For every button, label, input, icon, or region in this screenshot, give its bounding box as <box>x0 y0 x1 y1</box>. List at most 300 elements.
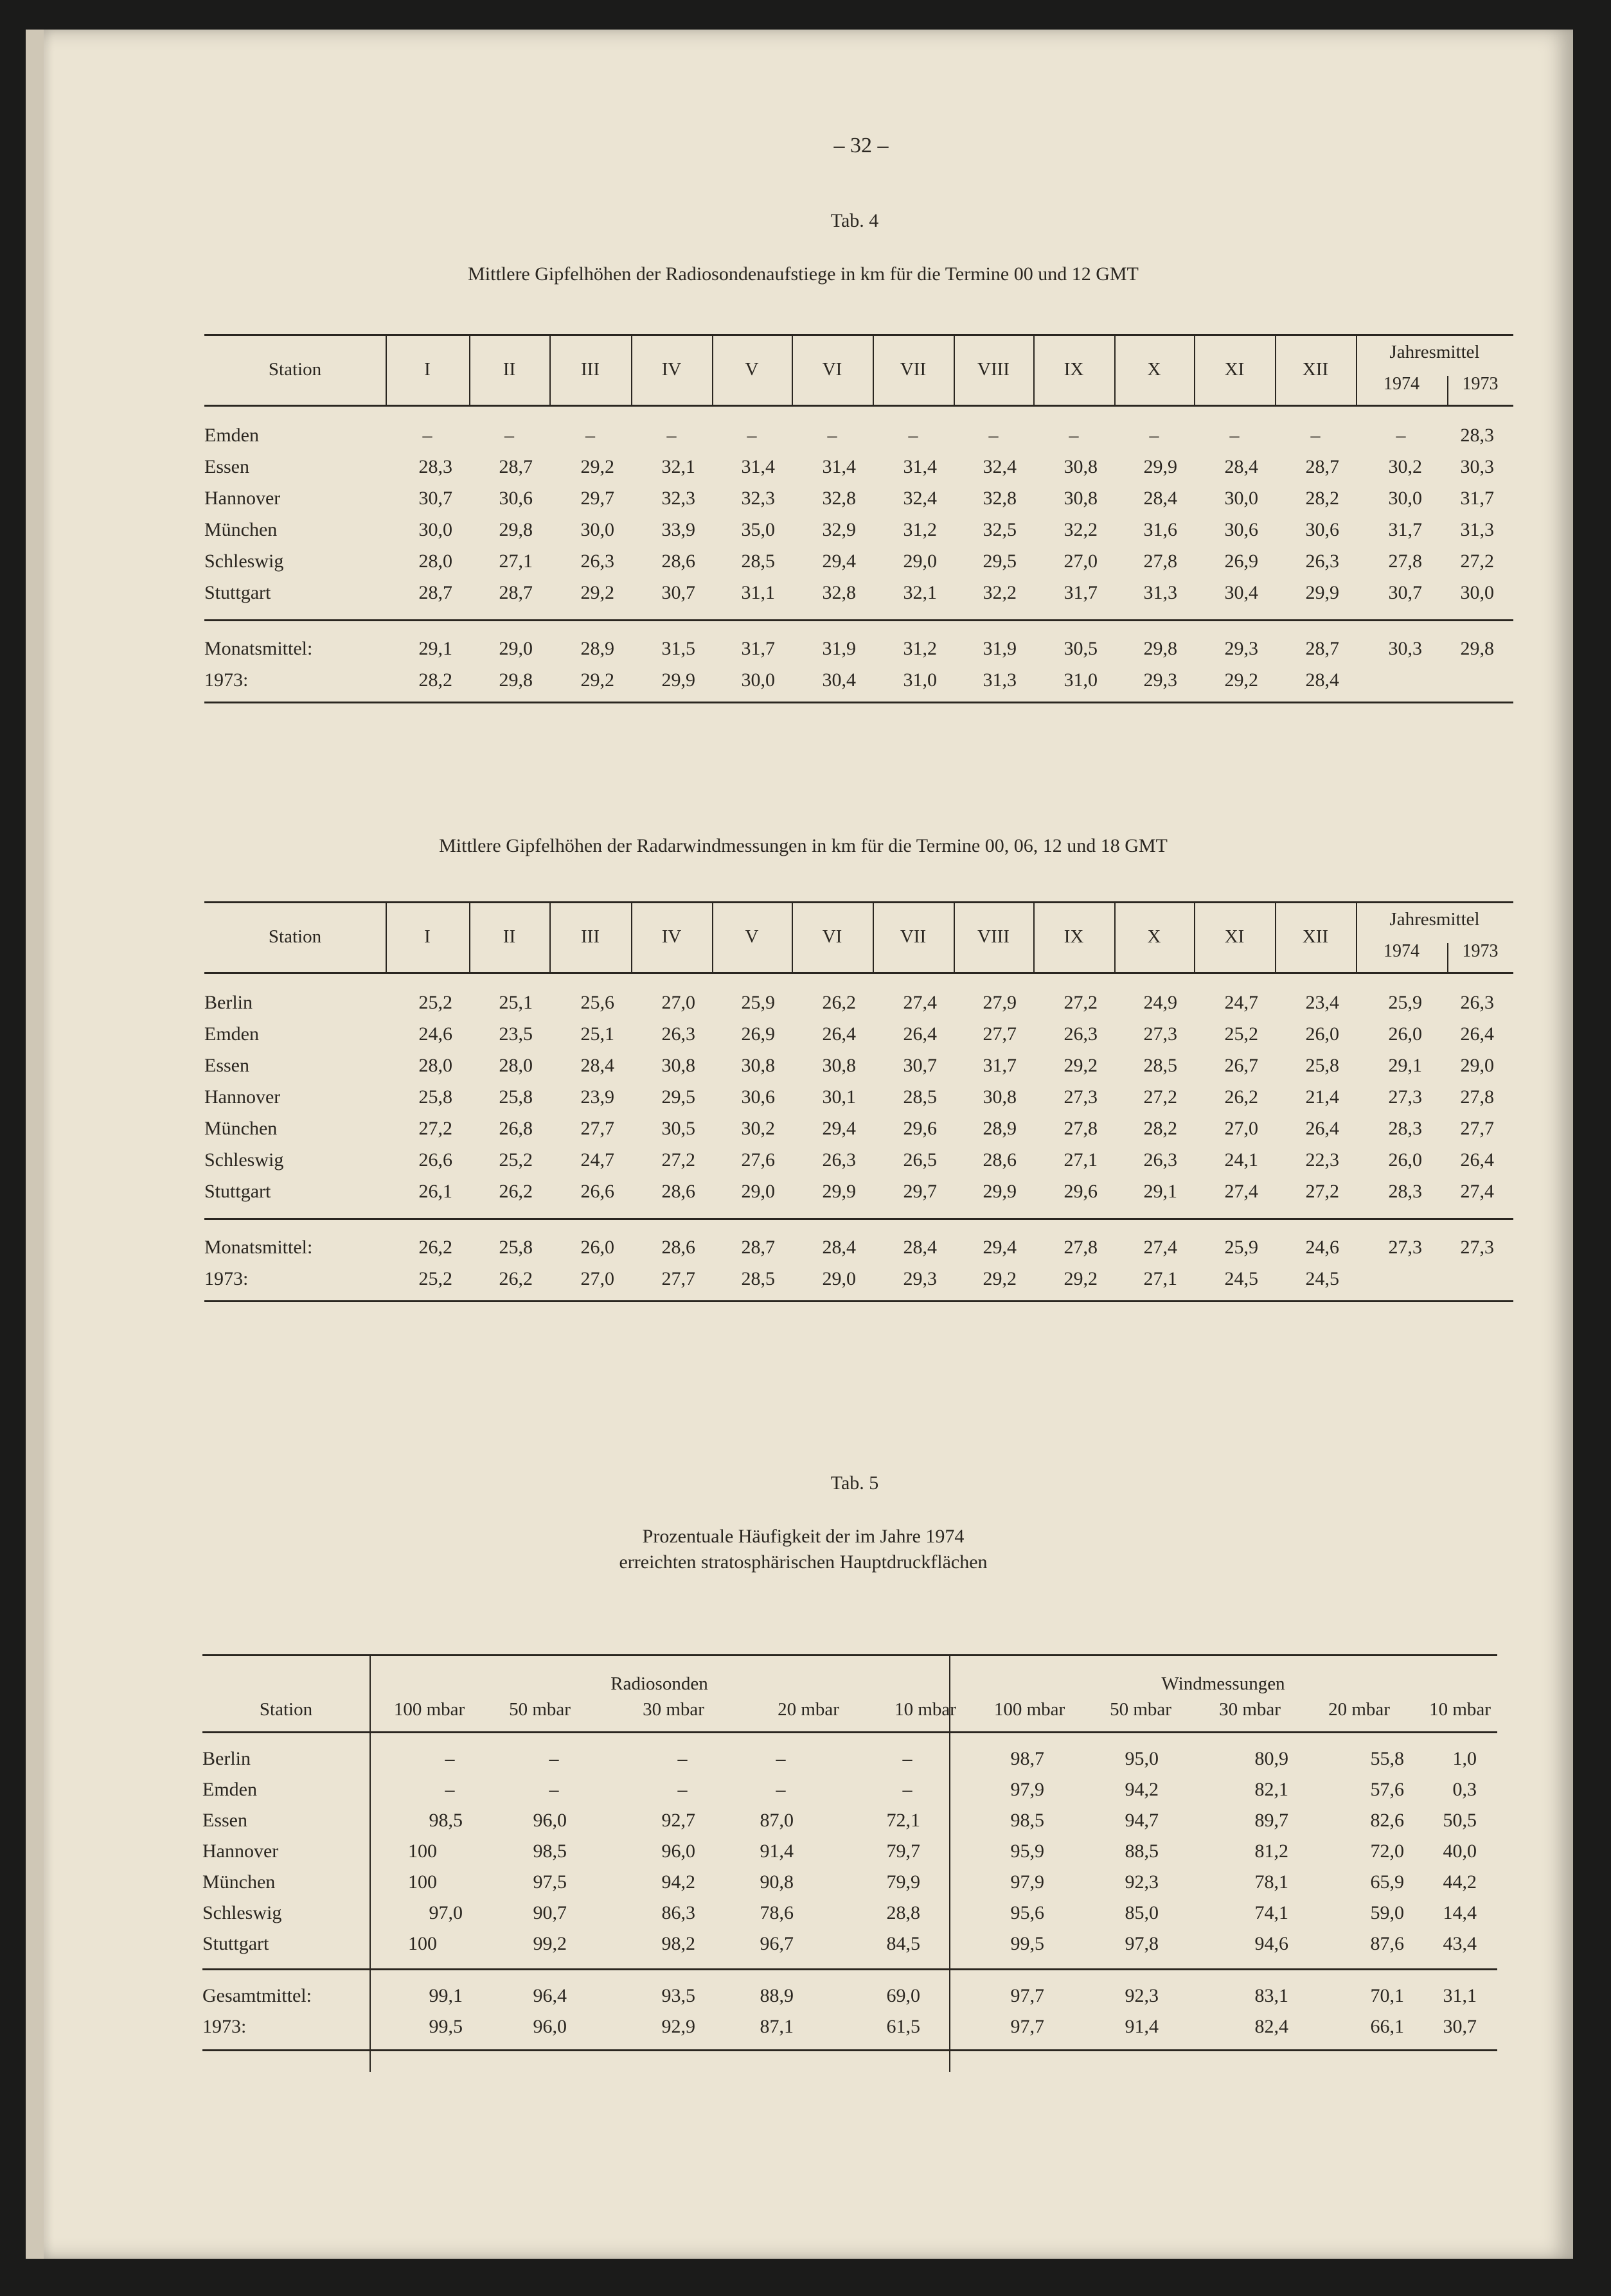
data-cell: 29,1 <box>1388 1055 1422 1076</box>
data-cell: 25,9 <box>1388 992 1422 1013</box>
data-cell: 26,3 <box>661 1023 695 1045</box>
data-cell: 27,0 <box>1064 551 1098 572</box>
tab5-label: Tab. 5 <box>830 1472 879 1494</box>
data-cell: 98,5 <box>429 1810 463 1831</box>
data-cell: 29,0 <box>741 1181 775 1202</box>
summary-cell: 29,2 <box>983 1268 1017 1289</box>
data-cell: 29,7 <box>580 488 614 509</box>
data-cell: 85,0 <box>1125 1902 1159 1923</box>
tab4-col-month: V <box>745 359 759 380</box>
data-cell: 97,5 <box>533 1871 567 1893</box>
data-cell: 29,4 <box>822 1118 856 1139</box>
summary-cell: 92,9 <box>661 2016 695 2037</box>
summary-cell: 29,2 <box>580 669 614 691</box>
data-cell: 27,3 <box>1388 1086 1422 1108</box>
data-cell: 30,6 <box>499 488 533 509</box>
data-cell: 26,3 <box>1064 1023 1098 1045</box>
tab5-col-level: 100 mbar <box>993 1699 1065 1720</box>
data-cell: 29,0 <box>1460 1055 1494 1076</box>
station-name: Essen <box>202 1810 247 1831</box>
summary-cell: 29,9 <box>661 669 695 691</box>
summary-cell: 31,5 <box>661 638 695 659</box>
data-cell: 86,3 <box>661 1902 695 1923</box>
data-cell: 30,7 <box>661 582 695 603</box>
data-cell: 28,7 <box>499 456 533 477</box>
tab5-summary-rule <box>202 1968 1497 1970</box>
summary-cell: 27,8 <box>1064 1237 1098 1258</box>
data-cell: 30,4 <box>1224 582 1258 603</box>
data-cell: – <box>585 425 595 446</box>
data-cell: 95,6 <box>1010 1902 1044 1923</box>
summary-label: 1973: <box>202 2016 247 2037</box>
tab4-col-month: XII <box>1302 359 1329 380</box>
data-cell: 29,9 <box>1143 456 1177 477</box>
summary-cell: 96,0 <box>533 2016 567 2037</box>
data-cell: 30,6 <box>1305 519 1339 540</box>
data-cell: 25,1 <box>580 1023 614 1045</box>
tab4-col-month: III <box>581 359 600 380</box>
summary-label: Monatsmittel: <box>204 638 313 659</box>
data-cell: 25,6 <box>580 992 614 1013</box>
tab4b-col-month: IV <box>661 926 682 947</box>
summary-cell: 24,5 <box>1305 1268 1339 1289</box>
data-cell: 30,0 <box>418 519 452 540</box>
data-cell: 27,7 <box>983 1023 1017 1045</box>
data-cell: 28,7 <box>499 582 533 603</box>
data-cell: 29,2 <box>1064 1055 1098 1076</box>
tab5-col-level: 30 mbar <box>1219 1699 1281 1720</box>
data-cell: 43,4 <box>1443 1933 1477 1954</box>
data-cell: 92,3 <box>1125 1871 1159 1893</box>
summary-cell: 29,0 <box>822 1268 856 1289</box>
data-cell: 26,4 <box>822 1023 856 1045</box>
data-cell: 72,1 <box>886 1810 920 1831</box>
tab4b-col-month: VI <box>822 926 842 947</box>
data-cell: 29,9 <box>822 1181 856 1202</box>
data-cell: 98,5 <box>1010 1810 1044 1831</box>
tab4-col-month: VIII <box>977 359 1010 380</box>
data-cell: 27,4 <box>1224 1181 1258 1202</box>
data-cell: 99,5 <box>1010 1933 1044 1954</box>
data-cell: 27,2 <box>1064 992 1098 1013</box>
data-cell: 27,2 <box>661 1149 695 1170</box>
data-cell: 92,7 <box>661 1810 695 1831</box>
summary-cell: 31,9 <box>822 638 856 659</box>
data-cell: 74,1 <box>1254 1902 1288 1923</box>
data-cell: 32,5 <box>983 519 1017 540</box>
data-cell: 26,0 <box>1305 1023 1339 1045</box>
data-cell: 30,1 <box>822 1086 856 1108</box>
data-cell: 29,9 <box>983 1181 1017 1202</box>
data-cell: 26,6 <box>418 1149 452 1170</box>
summary-cell: 83,1 <box>1254 1985 1288 2006</box>
summary-cell: 96,4 <box>533 1985 567 2006</box>
summary-cell: 27,1 <box>1143 1268 1177 1289</box>
tab5-header-rule <box>202 1731 1497 1733</box>
data-cell: 32,1 <box>903 582 937 603</box>
page-number: – 32 – <box>833 134 889 157</box>
data-cell: 28,2 <box>1305 488 1339 509</box>
data-cell: 26,7 <box>1224 1055 1258 1076</box>
summary-cell: 27,4 <box>1143 1237 1177 1258</box>
data-cell: – <box>1229 425 1240 446</box>
data-cell: 31,3 <box>1143 582 1177 603</box>
data-cell: – <box>747 425 757 446</box>
summary-cell: 27,0 <box>580 1268 614 1289</box>
data-cell: – <box>988 425 999 446</box>
station-name: Berlin <box>204 992 253 1013</box>
summary-cell: 28,7 <box>741 1237 775 1258</box>
data-cell: 27,8 <box>1460 1086 1494 1108</box>
data-cell: 24,9 <box>1143 992 1177 1013</box>
tab4b-col-month: I <box>424 926 431 947</box>
data-cell: 98,2 <box>661 1933 695 1954</box>
data-cell: 97,9 <box>1010 1871 1044 1893</box>
tab4b-col-month: VIII <box>977 926 1010 947</box>
data-cell: 24,7 <box>580 1149 614 1170</box>
summary-cell: 91,4 <box>1125 2016 1159 2037</box>
data-cell: 94,2 <box>1125 1779 1159 1800</box>
summary-cell: 31,0 <box>1064 669 1098 691</box>
summary-cell: 29,0 <box>499 638 533 659</box>
tab4b-col-month: III <box>581 926 600 947</box>
data-cell: 0,3 <box>1452 1779 1477 1800</box>
data-cell: 32,4 <box>903 488 937 509</box>
data-cell: 100 <box>408 1841 437 1862</box>
data-cell: 26,4 <box>1460 1023 1494 1045</box>
data-cell: 32,2 <box>1064 519 1098 540</box>
data-cell: 27,4 <box>903 992 937 1013</box>
data-cell: 88,5 <box>1125 1841 1159 1862</box>
data-cell: 29,0 <box>903 551 937 572</box>
data-cell: 27,0 <box>1224 1118 1258 1139</box>
summary-cell: 28,9 <box>580 638 614 659</box>
data-cell: 28,9 <box>983 1118 1017 1139</box>
data-cell: 84,5 <box>886 1933 920 1954</box>
data-cell: – <box>445 1779 455 1800</box>
data-cell: 27,7 <box>580 1118 614 1139</box>
tab4-col-month: X <box>1147 359 1161 380</box>
data-cell: 27,1 <box>499 551 533 572</box>
tab5-col-level: 10 mbar <box>895 1699 956 1720</box>
data-cell: 31,4 <box>822 456 856 477</box>
summary-label: 1973: <box>204 669 249 691</box>
tab4-top-rule <box>204 334 1513 336</box>
data-cell: 89,7 <box>1254 1810 1288 1831</box>
data-cell: 23,9 <box>580 1086 614 1108</box>
data-cell: 25,8 <box>499 1086 533 1108</box>
tab5-group-windmessungen: Windmessungen <box>1161 1673 1285 1694</box>
station-name: München <box>202 1871 276 1893</box>
data-cell: 26,6 <box>580 1181 614 1202</box>
data-cell: 27,0 <box>661 992 695 1013</box>
tab4b-col-month: X <box>1147 926 1161 947</box>
data-cell: 40,0 <box>1443 1841 1477 1862</box>
summary-cell: 30,3 <box>1388 638 1422 659</box>
tab5-group-radiosonden: Radiosonden <box>610 1673 708 1694</box>
summary-cell: 66,1 <box>1370 2016 1404 2037</box>
tab5-top-rule <box>202 1654 1497 1656</box>
tab5-col-level: 50 mbar <box>509 1699 571 1720</box>
station-name: Emden <box>204 1023 259 1045</box>
summary-cell: 31,3 <box>983 669 1017 691</box>
data-cell: – <box>902 1748 912 1769</box>
data-cell: 26,8 <box>499 1118 533 1139</box>
tab4-col-station: Station <box>268 359 322 380</box>
tab4-col-month: VII <box>900 359 927 380</box>
data-cell: 31,7 <box>983 1055 1017 1076</box>
data-cell: – <box>677 1748 688 1769</box>
data-cell: 26,3 <box>1305 551 1339 572</box>
summary-cell: 29,8 <box>1460 638 1494 659</box>
summary-cell: 70,1 <box>1370 1985 1404 2006</box>
tab5-bottom-rule <box>202 2049 1497 2051</box>
summary-cell: 26,2 <box>418 1237 452 1258</box>
tab4b-col-annual: Jahresmittel <box>1389 909 1480 930</box>
tab4-summary-rule <box>204 619 1513 621</box>
summary-cell: 88,9 <box>760 1985 794 2006</box>
summary-cell: 29,1 <box>418 638 452 659</box>
summary-cell: 29,2 <box>1224 669 1258 691</box>
data-cell: – <box>1396 425 1406 446</box>
data-cell: 31,7 <box>1460 488 1494 509</box>
data-cell: 23,4 <box>1305 992 1339 1013</box>
data-cell: 29,6 <box>903 1118 937 1139</box>
data-cell: 99,2 <box>533 1933 567 1954</box>
data-cell: 32,8 <box>983 488 1017 509</box>
data-cell: 27,1 <box>1064 1149 1098 1170</box>
data-cell: 26,2 <box>822 992 856 1013</box>
summary-cell: 30,5 <box>1064 638 1098 659</box>
summary-cell: 61,5 <box>886 2016 920 2037</box>
summary-cell: 31,2 <box>903 638 937 659</box>
data-cell: 27,8 <box>1064 1118 1098 1139</box>
data-cell: 65,9 <box>1370 1871 1404 1893</box>
data-cell: 59,0 <box>1370 1902 1404 1923</box>
tab5-col-level: 50 mbar <box>1110 1699 1171 1720</box>
data-cell: 28,5 <box>741 551 775 572</box>
data-cell: 30,8 <box>741 1055 775 1076</box>
data-cell: 57,6 <box>1370 1779 1404 1800</box>
data-cell: 27,6 <box>741 1149 775 1170</box>
data-cell: 30,8 <box>1064 456 1098 477</box>
data-cell: 32,9 <box>822 519 856 540</box>
data-cell: – <box>908 425 918 446</box>
data-cell: – <box>504 425 514 446</box>
data-cell: 31,7 <box>1064 582 1098 603</box>
data-cell: 78,1 <box>1254 1871 1288 1893</box>
data-cell: 30,8 <box>983 1086 1017 1108</box>
data-cell: 23,5 <box>499 1023 533 1045</box>
data-cell: – <box>666 425 677 446</box>
tab5-col-station: Station <box>259 1699 313 1720</box>
summary-cell: 30,7 <box>1443 2016 1477 2037</box>
data-cell: 29,7 <box>903 1181 937 1202</box>
tab4-col-month: IX <box>1064 359 1084 380</box>
data-cell: – <box>677 1779 688 1800</box>
tab4b-header-rule <box>204 972 1513 974</box>
data-cell: 26,5 <box>903 1149 937 1170</box>
summary-cell: 24,6 <box>1305 1237 1339 1258</box>
station-name: München <box>204 519 278 540</box>
data-cell: 27,8 <box>1143 551 1177 572</box>
summary-label: Monatsmittel: <box>204 1237 313 1258</box>
station-name: Stuttgart <box>204 582 271 603</box>
tab4-col-annual: Jahresmittel <box>1389 342 1480 362</box>
data-cell: 26,4 <box>1460 1149 1494 1170</box>
data-cell: 100 <box>408 1871 437 1893</box>
summary-cell: 99,1 <box>429 1985 463 2006</box>
tab5-col-level: 10 mbar <box>1429 1699 1491 1720</box>
data-cell: 90,7 <box>533 1902 567 1923</box>
summary-cell: 24,5 <box>1224 1268 1258 1289</box>
data-cell: 28,4 <box>1224 456 1258 477</box>
data-cell: 30,7 <box>1388 582 1422 603</box>
data-cell: 97,0 <box>429 1902 463 1923</box>
summary-label: Gesamtmittel: <box>202 1985 312 2006</box>
data-cell: 30,6 <box>1224 519 1258 540</box>
data-cell: 28,6 <box>661 1181 695 1202</box>
station-name: Hannover <box>202 1841 279 1862</box>
summary-cell: 31,1 <box>1443 1985 1477 2006</box>
summary-cell: 29,4 <box>983 1237 1017 1258</box>
data-cell: 28,4 <box>580 1055 614 1076</box>
data-cell: 94,7 <box>1125 1810 1159 1831</box>
tab5-caption-line2: erreichten stratosphärischen Hauptdruckflächen <box>619 1551 988 1573</box>
data-cell: 26,9 <box>741 1023 775 1045</box>
tab4-header-rule <box>204 405 1513 407</box>
data-cell: – <box>1149 425 1159 446</box>
data-cell: 26,4 <box>903 1023 937 1045</box>
tab4b-caption: Mittlere Gipfelhöhen der Radarwindmessungen in km für die Termine 00, 06, 12 und 18 GMT <box>439 835 1168 856</box>
data-cell: 24,6 <box>418 1023 452 1045</box>
data-cell: 28,0 <box>418 551 452 572</box>
station-name: Schleswig <box>202 1902 282 1923</box>
data-cell: 28,3 <box>1388 1181 1422 1202</box>
data-cell: 25,2 <box>1224 1023 1258 1045</box>
data-cell: 97,9 <box>1010 1779 1044 1800</box>
data-cell: – <box>445 1748 455 1769</box>
station-name: Emden <box>204 425 259 446</box>
data-cell: 27,2 <box>1460 551 1494 572</box>
summary-cell: 26,0 <box>580 1237 614 1258</box>
station-name: Essen <box>204 1055 249 1076</box>
data-cell: 28,0 <box>499 1055 533 1076</box>
summary-cell: 27,3 <box>1460 1237 1494 1258</box>
summary-cell: 29,2 <box>1064 1268 1098 1289</box>
data-cell: 82,6 <box>1370 1810 1404 1831</box>
data-cell: 31,2 <box>903 519 937 540</box>
data-cell: 27,4 <box>1460 1181 1494 1202</box>
data-cell: 30,8 <box>1064 488 1098 509</box>
tab4b-col-year: 1974 <box>1384 941 1420 961</box>
data-cell: 27,3 <box>1064 1086 1098 1108</box>
summary-cell: 25,8 <box>499 1237 533 1258</box>
data-cell: 28,7 <box>1305 456 1339 477</box>
summary-cell: 25,9 <box>1224 1237 1258 1258</box>
data-cell: – <box>1310 425 1321 446</box>
data-cell: 31,4 <box>903 456 937 477</box>
tab4-col-year: 1973 <box>1462 374 1499 394</box>
tab4-caption: Mittlere Gipfelhöhen der Radiosondenaufstiege in km für die Termine 00 und 12 GMT <box>468 263 1139 285</box>
summary-cell: 31,7 <box>741 638 775 659</box>
data-cell: 26,1 <box>418 1181 452 1202</box>
data-cell: 28,3 <box>1460 425 1494 446</box>
data-cell: 31,4 <box>741 456 775 477</box>
data-cell: 32,3 <box>661 488 695 509</box>
data-cell: – <box>549 1779 559 1800</box>
data-cell: 32,1 <box>661 456 695 477</box>
tab4-bottom-rule <box>204 702 1513 703</box>
data-cell: – <box>422 425 432 446</box>
data-cell: 30,2 <box>1388 456 1422 477</box>
summary-cell: 29,3 <box>903 1268 937 1289</box>
data-cell: 30,0 <box>1460 582 1494 603</box>
tab4b-col-month: XI <box>1224 926 1245 947</box>
tab4b-summary-rule <box>204 1218 1513 1220</box>
tab5-col-level: 20 mbar <box>1328 1699 1390 1720</box>
data-cell: 26,3 <box>822 1149 856 1170</box>
data-cell: 33,9 <box>661 519 695 540</box>
data-cell: 26,4 <box>1305 1118 1339 1139</box>
data-cell: 96,0 <box>661 1841 695 1862</box>
data-cell: 25,1 <box>499 992 533 1013</box>
summary-cell: 30,0 <box>741 669 775 691</box>
summary-cell: 27,7 <box>661 1268 695 1289</box>
data-cell: 26,2 <box>499 1181 533 1202</box>
summary-cell: 28,4 <box>1305 669 1339 691</box>
data-cell: 27,7 <box>1460 1118 1494 1139</box>
data-cell: 81,2 <box>1254 1841 1288 1862</box>
data-cell: 26,0 <box>1388 1023 1422 1045</box>
station-name: Schleswig <box>204 551 284 572</box>
summary-cell: 28,6 <box>661 1237 695 1258</box>
tab4b-col-month: VII <box>900 926 927 947</box>
summary-cell: 97,7 <box>1010 2016 1044 2037</box>
data-cell: 27,2 <box>418 1118 452 1139</box>
data-cell: 29,2 <box>580 582 614 603</box>
data-cell: 28,2 <box>1143 1118 1177 1139</box>
data-cell: 32,3 <box>741 488 775 509</box>
data-cell: 27,9 <box>983 992 1017 1013</box>
summary-cell: 28,4 <box>903 1237 937 1258</box>
data-cell: 26,2 <box>1224 1086 1258 1108</box>
station-name: Emden <box>202 1779 257 1800</box>
data-cell: – <box>776 1779 786 1800</box>
data-cell: 94,6 <box>1254 1933 1288 1954</box>
data-cell: 29,5 <box>983 551 1017 572</box>
data-cell: 25,8 <box>418 1086 452 1108</box>
tab4-col-month: VI <box>822 359 842 380</box>
tab4b-top-rule <box>204 901 1513 903</box>
station-name: Hannover <box>204 488 281 509</box>
data-cell: 29,6 <box>1064 1181 1098 1202</box>
data-cell: 28,6 <box>661 551 695 572</box>
summary-cell: 31,0 <box>903 669 937 691</box>
data-cell: 27,8 <box>1388 551 1422 572</box>
tab4b-bottom-rule <box>204 1300 1513 1302</box>
data-cell: – <box>549 1748 559 1769</box>
summary-cell: 99,5 <box>429 2016 463 2037</box>
data-cell: 28,5 <box>903 1086 937 1108</box>
data-cell: 96,0 <box>533 1810 567 1831</box>
station-name: Berlin <box>202 1748 251 1769</box>
data-cell: 30,3 <box>1460 456 1494 477</box>
data-cell: 25,8 <box>1305 1055 1339 1076</box>
data-cell: 91,4 <box>760 1841 794 1862</box>
tab4-col-month: XI <box>1224 359 1245 380</box>
tab5-col-level: 100 mbar <box>393 1699 465 1720</box>
